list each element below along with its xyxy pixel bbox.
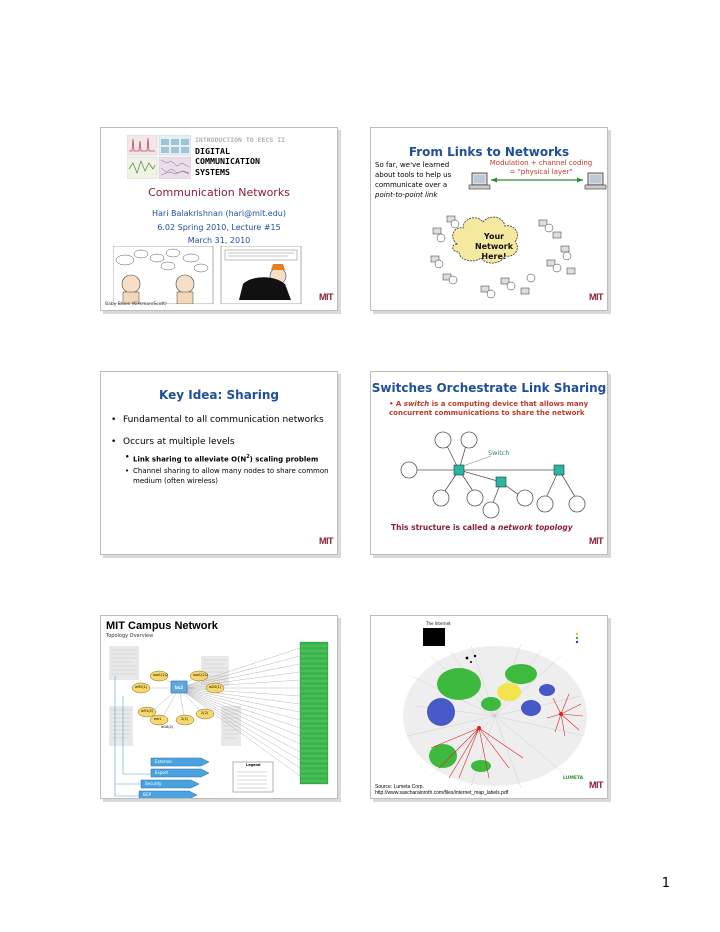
internet-map: [371, 616, 607, 798]
switch-definition: • A switch is a computing device that allows many concurrent communications to share the network: [389, 400, 589, 417]
cloud-label: Your Network Here!: [474, 232, 514, 261]
node-label: w20(1): [209, 685, 222, 689]
node-label: 2(1): [181, 717, 189, 721]
bar-label-export: Export: [155, 770, 169, 775]
switch-label: Switch: [488, 449, 510, 457]
author: Hari Balakrishnan (hari@mit.edu): [152, 209, 286, 218]
signal-thumbnails: [127, 135, 191, 179]
node-label: 2(2): [201, 711, 209, 715]
topology-diagram: [391, 430, 591, 520]
slide-title: From Links to Networks: [408, 145, 570, 159]
campus-network-diagram: [101, 616, 337, 798]
node-label: w91(2): [141, 709, 154, 713]
sub-bullet-item: • Link sharing to alleviate $O(N^2)$ scaling problem: [125, 452, 331, 464]
sub-bullet-list: [125, 452, 331, 486]
slide-5: [100, 615, 338, 799]
node-label: w92(1): [135, 685, 148, 689]
lumeta-logo: LUMETA: [563, 776, 584, 781]
bar-label-bgp: BGP: [143, 792, 152, 797]
bullet-item: • Fundamental to all communication networks: [111, 414, 331, 426]
slide-title: Communication Networks: [148, 186, 290, 199]
network-illustration: [371, 128, 607, 310]
mit-logo: MIT · · ·: [319, 292, 333, 306]
topology-caption: This structure is called a network topology: [391, 523, 573, 532]
slide-2: [370, 127, 608, 311]
legend-label: Legend: [246, 763, 261, 767]
course-header: [195, 135, 285, 177]
node-label: bs2: [175, 685, 184, 690]
page-number: 1: [661, 876, 670, 891]
mit-logo: MIT · · ·: [589, 536, 603, 550]
slide-1: [100, 127, 338, 311]
bar-label-external: External: [155, 759, 172, 764]
course-line-3: SYSTEMS: [195, 166, 230, 177]
slide-6: [370, 615, 608, 799]
course-intro: INTRODUCTION TO EECS II: [195, 136, 286, 144]
comic-strip: [113, 246, 328, 304]
modulation-note: Modulation + channel coding = "physical layer": [489, 159, 593, 176]
mit-logo: MIT · · ·: [589, 780, 603, 794]
slide-3: [100, 371, 338, 555]
slide-subtitle: Topology Overview: [106, 633, 154, 639]
node-label: ew1: [154, 717, 162, 721]
node-label: ww1(2)1: [193, 673, 209, 677]
mit-logo: MIT · · ·: [319, 536, 333, 550]
intro-emphasis: point-to-point link: [375, 191, 438, 199]
sub-bullet-item: • Channel sharing to allow many nodes to share common medium (often wireless): [125, 466, 331, 486]
comic-credit: Baby Blues (Kirkman/Scott): [105, 302, 167, 307]
slide-4: [370, 371, 608, 555]
map-source: Source: Lumeta Corp. http://www.sascharainroth.com/files/internet_map_labels.pdf: [375, 784, 509, 796]
slide-title: Key Idea: Sharing: [159, 388, 279, 402]
computer-icon-right: [585, 173, 606, 189]
slide-title: Switches Orchestrate Link Sharing: [371, 381, 607, 395]
map-title: The Internet: [426, 621, 451, 626]
course-line-1: DIGITAL: [195, 145, 230, 156]
lecture-date: March 31, 2010: [187, 236, 251, 245]
bullet-list: [111, 414, 331, 488]
node-label: ww1(1)2: [153, 673, 169, 677]
node-label: w16(2): [161, 725, 174, 729]
computer-icon-left: [469, 173, 490, 189]
lecture-info: 6.02 Spring 2010, Lecture #15: [157, 223, 281, 232]
mit-logo: MIT · · ·: [589, 292, 603, 306]
intro-text: So far, we've learned about tools to help us communicate over a point-to-point link: [375, 161, 452, 199]
slide-title: MIT Campus Network: [106, 620, 218, 632]
bullet-item: • Occurs at multiple levels: [111, 436, 331, 448]
bar-label-security: Security: [145, 781, 162, 786]
course-line-2: COMMUNICATION: [195, 156, 260, 166]
